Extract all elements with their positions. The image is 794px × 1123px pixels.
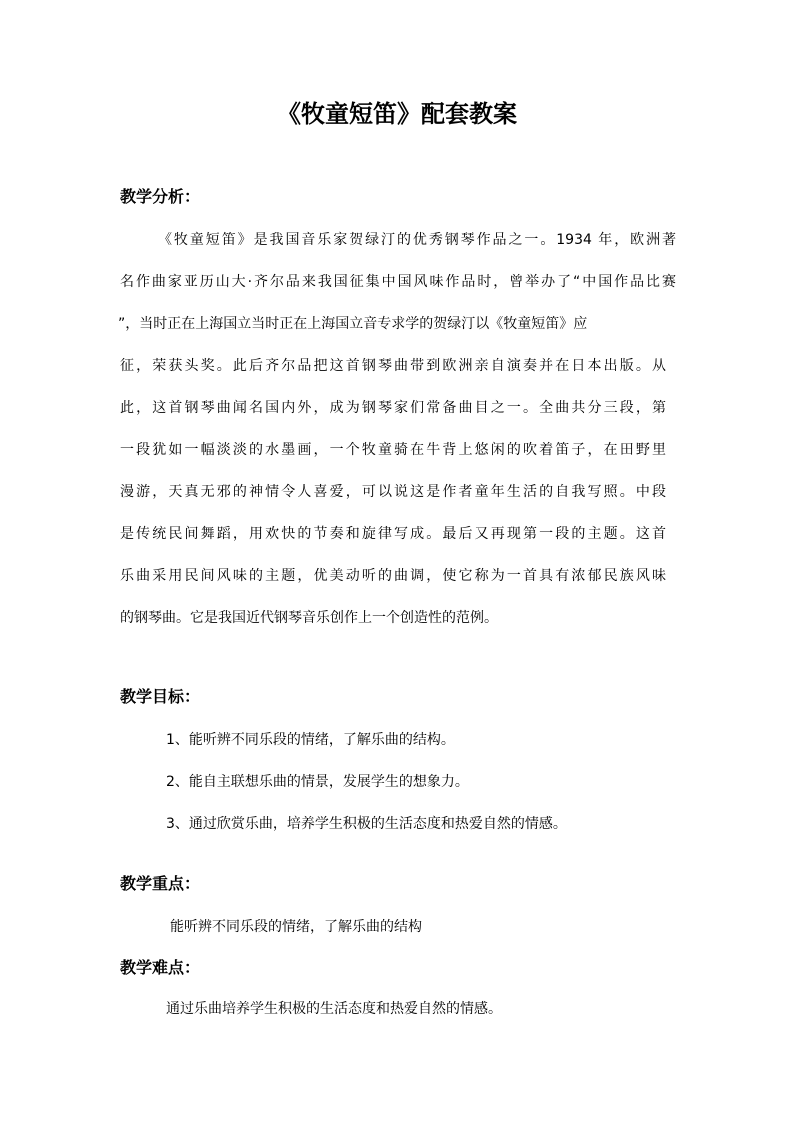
analysis-line: 名作曲家亚历山大·齐尔品来我国征集中国风味作品时，曾举办了“中国作品比赛: [120, 274, 676, 290]
analysis-heading: 教学分析：: [120, 187, 201, 206]
analysis-line: 是传统民间舞蹈，用欢快的节奏和旋律写成。最后又再现第一段的主题。这首: [120, 526, 666, 542]
goals-heading: 教学目标：: [120, 687, 201, 706]
goal-item: 3、通过欣赏乐曲，培养学生积极的生活态度和热爱自然的情感。: [166, 816, 567, 832]
goal-item: 1、能听辨不同乐段的情绪，了解乐曲的结构。: [166, 732, 455, 748]
analysis-line: 征，荣获头奖。此后齐尔品把这首钢琴曲带到欧洲亲自演奏并在日本出版。从: [120, 358, 666, 374]
analysis-line: 的钢琴曲。它是我国近代钢琴音乐创作上一个创造性的范例。: [120, 610, 498, 626]
goal-item: 2、能自主联想乐曲的情景，发展学生的想象力。: [166, 774, 469, 790]
key-points-text: 能听辨不同乐段的情绪，了解乐曲的结构: [170, 919, 422, 935]
analysis-line: 乐曲采用民间风味的主题，优美动听的曲调，使它称为一首具有浓郁民族风味: [120, 568, 666, 584]
page-title: 《牧童短笛》配套教案: [277, 100, 517, 128]
analysis-line: 《牧童短笛》是我国音乐家贺绿汀的优秀钢琴作品之一。1934 年，欧洲著: [158, 232, 676, 248]
analysis-line: 此，这首钢琴曲闻名国内外，成为钢琴家们常备曲目之一。全曲共分三段，第: [120, 400, 666, 416]
analysis-line: ”，当时正在上海国立当时正在上海国立音专求学的贺绿汀以《牧童短笛》应: [118, 316, 588, 332]
analysis-line: 漫游，天真无邪的神情令人喜爱，可以说这是作者童年生活的自我写照。中段: [120, 484, 666, 500]
key-points-heading: 教学重点：: [120, 874, 201, 893]
difficulties-heading: 教学难点：: [120, 958, 201, 977]
difficulties-text: 通过乐曲培养学生积极的生活态度和热爱自然的情感。: [166, 1001, 502, 1017]
analysis-line: 一段犹如一幅淡淡的水墨画，一个牧童骑在牛背上悠闲的吹着笛子，在田野里: [120, 442, 666, 458]
